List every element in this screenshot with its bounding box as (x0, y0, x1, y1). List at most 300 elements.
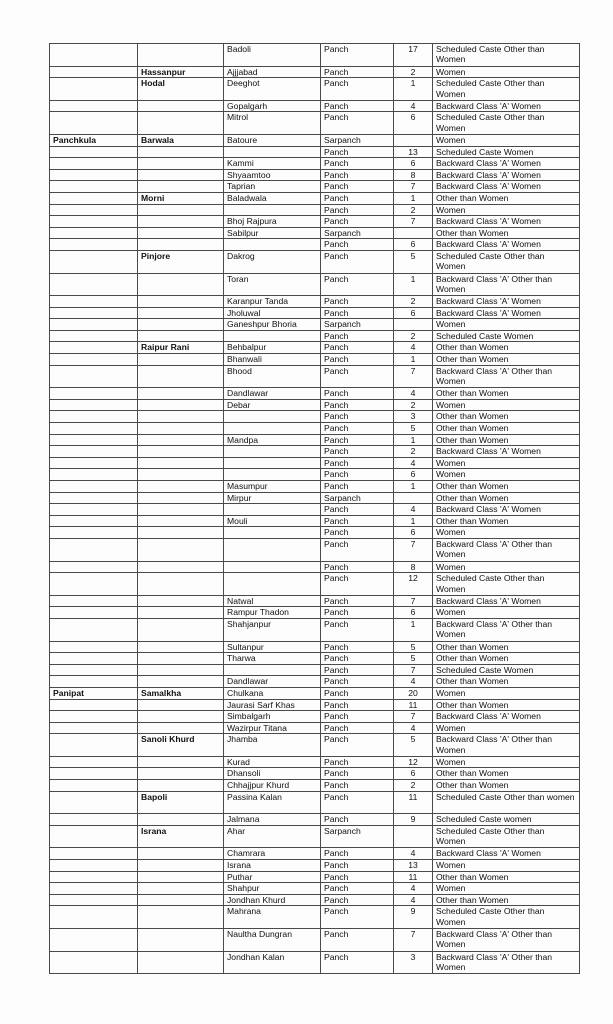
table-row (50, 618, 580, 641)
category-cell: Backward Class 'A' Women (433, 296, 580, 308)
category-cell: Women (433, 607, 580, 619)
district-cell (50, 504, 138, 516)
ward-cell: 4 (394, 676, 433, 688)
ward-cell (394, 319, 433, 331)
category-cell: Backward Class 'A' Women (433, 446, 580, 458)
ward-cell: 11 (394, 699, 433, 711)
post-cell: Panch (321, 734, 394, 757)
post-cell: Panch (321, 768, 394, 780)
district-cell (50, 446, 138, 458)
village-cell: Passina Kalan (224, 791, 321, 814)
district-cell (50, 848, 138, 860)
district-cell (50, 481, 138, 493)
post-cell: Panch (321, 504, 394, 516)
category-cell: Other than Women (433, 423, 580, 435)
post-cell: Panch (321, 169, 394, 181)
village-cell: Jalmana (224, 814, 321, 826)
category-cell: Backward Class 'A' Women (433, 181, 580, 193)
village-cell: Wazirpur Titana (224, 722, 321, 734)
post-cell: Panch (321, 469, 394, 481)
category-cell: Scheduled Caste Women (433, 664, 580, 676)
table-row (50, 469, 580, 481)
village-cell: Jhamba (224, 734, 321, 757)
post-cell: Panch (321, 883, 394, 895)
post-cell: Panch (321, 791, 394, 814)
table-row (50, 192, 580, 204)
table-row (50, 906, 580, 929)
village-cell (224, 457, 321, 469)
table-row (50, 734, 580, 757)
table-row (50, 250, 580, 273)
table-row (50, 711, 580, 723)
ward-cell: 4 (394, 883, 433, 895)
district-cell (50, 100, 138, 112)
table-row (50, 883, 580, 895)
post-cell: Panch (321, 78, 394, 101)
ward-cell: 4 (394, 388, 433, 400)
ward-cell: 13 (394, 146, 433, 158)
ward-cell: 7 (394, 181, 433, 193)
post-cell: Panch (321, 216, 394, 228)
block-cell (138, 354, 224, 366)
table-row (50, 330, 580, 342)
district-cell (50, 192, 138, 204)
district-cell (50, 722, 138, 734)
ward-cell: 8 (394, 169, 433, 181)
table-row (50, 169, 580, 181)
category-cell: Other than Women (433, 434, 580, 446)
table-row (50, 687, 580, 699)
table-row (50, 595, 580, 607)
table-row (50, 158, 580, 170)
district-cell (50, 457, 138, 469)
table-row (50, 573, 580, 596)
block-cell (138, 951, 224, 974)
post-cell: Panch (321, 354, 394, 366)
block-cell (138, 319, 224, 331)
table-row (50, 527, 580, 539)
village-cell: Toran (224, 273, 321, 296)
post-cell: Panch (321, 595, 394, 607)
category-cell: Women (433, 687, 580, 699)
post-cell: Sarpanch (321, 319, 394, 331)
table-row (50, 204, 580, 216)
ward-cell: 7 (394, 365, 433, 388)
district-cell (50, 894, 138, 906)
ward-cell: 6 (394, 112, 433, 135)
ward-cell: 13 (394, 860, 433, 872)
village-cell: Rampur Thadon (224, 607, 321, 619)
post-cell: Panch (321, 192, 394, 204)
post-cell: Panch (321, 699, 394, 711)
post-cell: Panch (321, 951, 394, 974)
ward-cell: 12 (394, 756, 433, 768)
post-cell: Sarpanch (321, 227, 394, 239)
district-cell (50, 78, 138, 101)
category-cell: Backward Class 'A' Women (433, 100, 580, 112)
village-cell: Dhansoli (224, 768, 321, 780)
category-cell: Women (433, 722, 580, 734)
ward-cell: 7 (394, 595, 433, 607)
post-cell: Panch (321, 411, 394, 423)
district-cell (50, 399, 138, 411)
village-cell: Chhajjpur Khurd (224, 780, 321, 792)
post-cell: Panch (321, 607, 394, 619)
ward-cell: 6 (394, 768, 433, 780)
district-cell (50, 423, 138, 435)
district-cell (50, 871, 138, 883)
block-cell (138, 906, 224, 929)
ward-cell: 2 (394, 330, 433, 342)
block-cell (138, 780, 224, 792)
category-cell: Scheduled Caste Other than Women (433, 250, 580, 273)
table-row (50, 814, 580, 826)
post-cell: Panch (321, 906, 394, 929)
ward-cell (394, 134, 433, 146)
district-cell (50, 676, 138, 688)
district-cell (50, 319, 138, 331)
block-cell (138, 296, 224, 308)
post-cell: Panch (321, 573, 394, 596)
ward-cell: 7 (394, 929, 433, 952)
ward-cell: 20 (394, 687, 433, 699)
block-cell (138, 457, 224, 469)
post-cell: Panch (321, 457, 394, 469)
category-cell: Women (433, 319, 580, 331)
category-cell: Backward Class 'A' Other than Women (433, 951, 580, 974)
ward-cell: 11 (394, 871, 433, 883)
ward-cell: 4 (394, 457, 433, 469)
district-cell (50, 388, 138, 400)
village-cell: Shyaamtoo (224, 169, 321, 181)
category-cell: Backward Class 'A' Other than Women (433, 929, 580, 952)
village-cell: Taprian (224, 181, 321, 193)
table-row (50, 894, 580, 906)
village-cell: Jondhan Kalan (224, 951, 321, 974)
post-cell: Panch (321, 722, 394, 734)
block-cell: Morni (138, 192, 224, 204)
category-cell: Other than Women (433, 481, 580, 493)
village-cell: Dandlawar (224, 388, 321, 400)
block-cell (138, 527, 224, 539)
village-cell: Jaurasi Sarf Khas (224, 699, 321, 711)
category-cell: Backward Class 'A' Women (433, 239, 580, 251)
block-cell (138, 388, 224, 400)
ward-cell: 8 (394, 561, 433, 573)
village-cell (224, 330, 321, 342)
table-row (50, 791, 580, 814)
district-cell (50, 618, 138, 641)
block-cell (138, 573, 224, 596)
post-cell: Panch (321, 515, 394, 527)
ward-cell: 6 (394, 527, 433, 539)
table-row (50, 446, 580, 458)
district-cell (50, 181, 138, 193)
ward-cell: 7 (394, 664, 433, 676)
block-cell (138, 860, 224, 872)
category-cell: Women (433, 204, 580, 216)
post-cell: Panch (321, 848, 394, 860)
ward-cell: 2 (394, 446, 433, 458)
category-cell: Women (433, 883, 580, 895)
village-cell: Natwal (224, 595, 321, 607)
category-cell: Other than Women (433, 641, 580, 653)
category-cell: Women (433, 134, 580, 146)
table-row (50, 423, 580, 435)
table-row (50, 134, 580, 146)
table-row (50, 273, 580, 296)
block-cell (138, 756, 224, 768)
village-cell (224, 423, 321, 435)
post-cell: Panch (321, 676, 394, 688)
district-cell (50, 561, 138, 573)
ward-cell (394, 492, 433, 504)
category-cell: Scheduled Caste Other than Women (433, 112, 580, 135)
district-cell (50, 595, 138, 607)
block-cell (138, 883, 224, 895)
village-cell: Bhoj Rajpura (224, 216, 321, 228)
ward-cell: 4 (394, 848, 433, 860)
table-row (50, 504, 580, 516)
post-cell: Panch (321, 273, 394, 296)
village-cell: Bhood (224, 365, 321, 388)
table-row (50, 112, 580, 135)
district-cell (50, 825, 138, 848)
ward-cell: 5 (394, 734, 433, 757)
table-row (50, 538, 580, 561)
village-cell: Mirpur (224, 492, 321, 504)
block-cell (138, 399, 224, 411)
post-cell: Panch (321, 44, 394, 67)
district-cell (50, 112, 138, 135)
district-cell (50, 538, 138, 561)
post-cell: Panch (321, 112, 394, 135)
post-cell: Panch (321, 756, 394, 768)
district-cell (50, 883, 138, 895)
category-cell: Other than Women (433, 871, 580, 883)
village-cell: Mouli (224, 515, 321, 527)
village-cell: Bhanwali (224, 354, 321, 366)
district-cell (50, 411, 138, 423)
district-cell (50, 906, 138, 929)
block-cell (138, 607, 224, 619)
category-cell: Other than Women (433, 192, 580, 204)
village-cell (224, 573, 321, 596)
table-row (50, 492, 580, 504)
district-cell (50, 239, 138, 251)
table-row (50, 653, 580, 665)
ward-cell: 6 (394, 158, 433, 170)
table-row (50, 676, 580, 688)
village-cell: Jholuwal (224, 307, 321, 319)
category-cell: Scheduled Caste Other than Women (433, 78, 580, 101)
village-cell (224, 527, 321, 539)
district-cell (50, 664, 138, 676)
post-cell: Panch (321, 894, 394, 906)
post-cell: Panch (321, 618, 394, 641)
category-cell: Backward Class 'A' Other than Women (433, 618, 580, 641)
village-cell: Ahar (224, 825, 321, 848)
category-cell: Scheduled Caste women (433, 814, 580, 826)
table-row (50, 561, 580, 573)
district-cell (50, 296, 138, 308)
post-cell: Panch (321, 365, 394, 388)
table-row (50, 860, 580, 872)
table-row (50, 342, 580, 354)
ward-cell: 6 (394, 307, 433, 319)
ward-cell: 2 (394, 66, 433, 78)
ward-cell: 7 (394, 538, 433, 561)
block-cell (138, 330, 224, 342)
district-cell (50, 330, 138, 342)
table-row (50, 848, 580, 860)
category-cell: Other than Women (433, 227, 580, 239)
category-cell: Scheduled Caste Other than Women (433, 44, 580, 67)
village-cell: Shahjanpur (224, 618, 321, 641)
category-cell: Other than Women (433, 342, 580, 354)
ward-cell: 1 (394, 192, 433, 204)
post-cell: Panch (321, 481, 394, 493)
post-cell: Panch (321, 239, 394, 251)
table-row (50, 641, 580, 653)
village-cell (224, 561, 321, 573)
ward-cell: 6 (394, 469, 433, 481)
post-cell: Panch (321, 780, 394, 792)
ward-cell: 12 (394, 573, 433, 596)
ward-cell: 3 (394, 411, 433, 423)
village-cell: Chulkana (224, 687, 321, 699)
table-row (50, 296, 580, 308)
ward-cell: 1 (394, 434, 433, 446)
ward-cell: 17 (394, 44, 433, 67)
village-cell: Gopalgarh (224, 100, 321, 112)
block-cell (138, 768, 224, 780)
table-row (50, 951, 580, 974)
post-cell: Panch (321, 687, 394, 699)
block-cell (138, 929, 224, 952)
block-cell (138, 158, 224, 170)
block-cell (138, 44, 224, 67)
village-cell: Tharwa (224, 653, 321, 665)
table-row (50, 388, 580, 400)
district-cell (50, 365, 138, 388)
ward-cell: 2 (394, 780, 433, 792)
district-cell (50, 768, 138, 780)
post-cell: Panch (321, 181, 394, 193)
category-cell: Other than Women (433, 492, 580, 504)
post-cell: Panch (321, 653, 394, 665)
category-cell: Women (433, 860, 580, 872)
village-cell (224, 204, 321, 216)
post-cell: Panch (321, 527, 394, 539)
category-cell: Other than Women (433, 388, 580, 400)
post-cell: Panch (321, 871, 394, 883)
post-cell: Panch (321, 100, 394, 112)
table-row (50, 780, 580, 792)
village-cell: Chamrara (224, 848, 321, 860)
village-cell (224, 239, 321, 251)
category-cell: Women (433, 66, 580, 78)
ward-cell: 1 (394, 354, 433, 366)
block-cell (138, 595, 224, 607)
block-cell (138, 699, 224, 711)
post-cell: Panch (321, 146, 394, 158)
district-cell (50, 814, 138, 826)
category-cell: Other than Women (433, 780, 580, 792)
table-row (50, 66, 580, 78)
district-cell (50, 273, 138, 296)
ward-cell: 4 (394, 100, 433, 112)
table-row (50, 722, 580, 734)
category-cell: Backward Class 'A' Women (433, 504, 580, 516)
ward-cell: 2 (394, 399, 433, 411)
village-cell: Masumpur (224, 481, 321, 493)
village-cell: Sabilpur (224, 227, 321, 239)
reservation-table (49, 43, 580, 974)
district-cell (50, 66, 138, 78)
table-row (50, 399, 580, 411)
ward-cell: 11 (394, 791, 433, 814)
block-cell: Pinjore (138, 250, 224, 273)
district-cell (50, 434, 138, 446)
ward-cell: 4 (394, 342, 433, 354)
block-cell (138, 871, 224, 883)
village-cell: Mitrol (224, 112, 321, 135)
post-cell: Panch (321, 399, 394, 411)
ward-cell: 6 (394, 607, 433, 619)
category-cell: Women (433, 457, 580, 469)
category-cell: Backward Class 'A' Women (433, 848, 580, 860)
table-row (50, 307, 580, 319)
block-cell (138, 112, 224, 135)
village-cell: Ganeshpur Bhoria (224, 319, 321, 331)
table-row (50, 515, 580, 527)
village-cell: Debar (224, 399, 321, 411)
ward-cell: 1 (394, 515, 433, 527)
block-cell: Raipur Rani (138, 342, 224, 354)
ward-cell: 2 (394, 296, 433, 308)
block-cell (138, 146, 224, 158)
category-cell: Backward Class 'A' Women (433, 158, 580, 170)
village-cell (224, 146, 321, 158)
block-cell: Israna (138, 825, 224, 848)
category-cell: Women (433, 469, 580, 481)
district-cell (50, 158, 138, 170)
district-cell (50, 204, 138, 216)
block-cell (138, 515, 224, 527)
ward-cell: 5 (394, 423, 433, 435)
village-cell: Batoure (224, 134, 321, 146)
ward-cell: 4 (394, 722, 433, 734)
table-row (50, 354, 580, 366)
block-cell (138, 538, 224, 561)
block-cell (138, 814, 224, 826)
block-cell (138, 894, 224, 906)
block-cell: Samalkha (138, 687, 224, 699)
village-cell: Puthar (224, 871, 321, 883)
table-row (50, 181, 580, 193)
post-cell: Panch (321, 342, 394, 354)
table-row (50, 768, 580, 780)
ward-cell: 5 (394, 653, 433, 665)
block-cell (138, 676, 224, 688)
block-cell (138, 446, 224, 458)
district-cell (50, 44, 138, 67)
district-cell (50, 527, 138, 539)
village-cell: Naultha Dungran (224, 929, 321, 952)
block-cell (138, 239, 224, 251)
category-cell: Backward Class 'A' Women (433, 216, 580, 228)
